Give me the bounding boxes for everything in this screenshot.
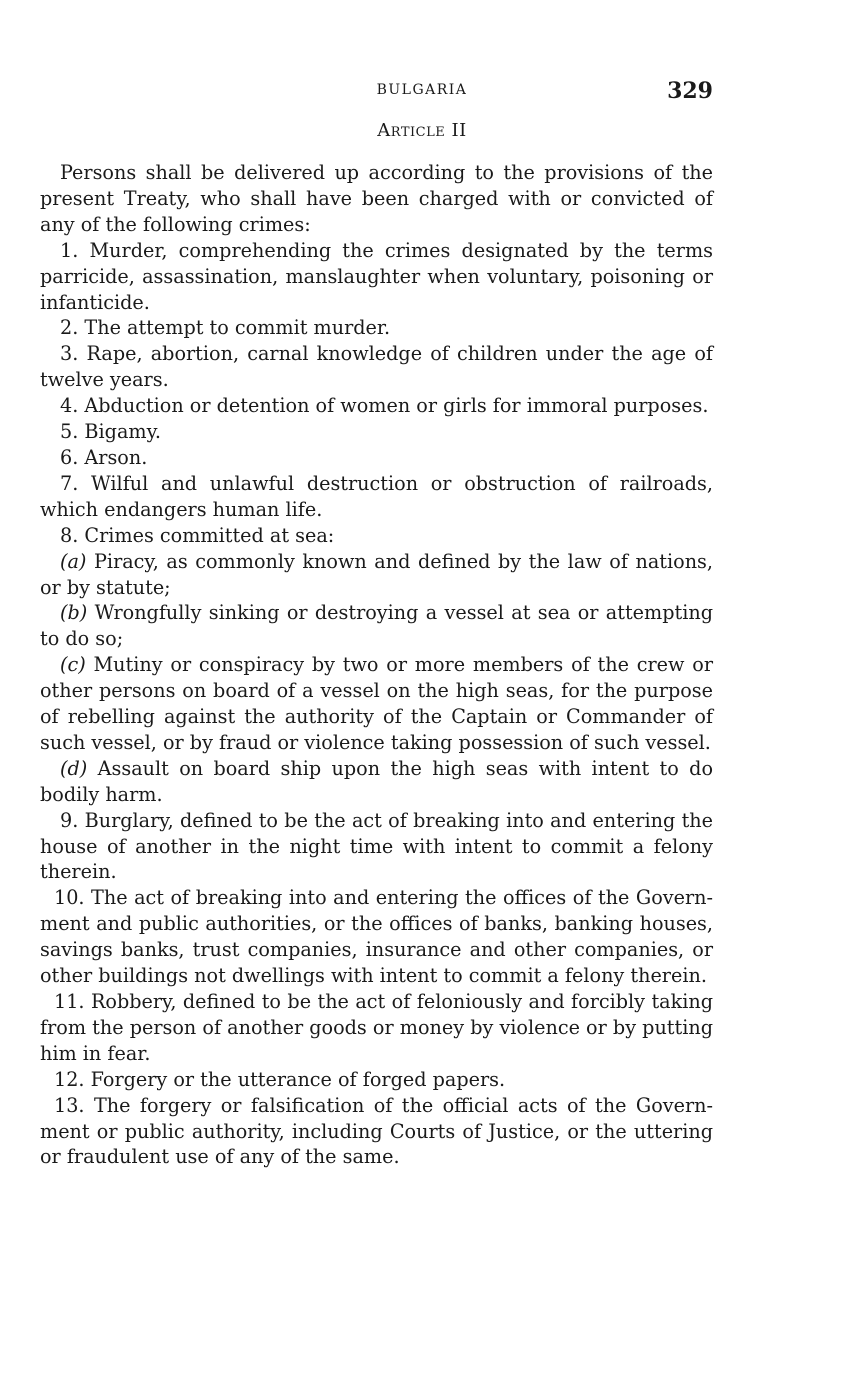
item-text: The act of breaking into and entering the offices of the Government and public authorities, or the offices of banks, banking houses, savings banks, trust companies, insurance and other companies, or other buildings not dwellings with intent to commit a felony therein. — [40, 886, 713, 988]
item-text: Bigamy. — [84, 420, 161, 444]
item-text: Forgery or the utterance of forged papers. — [90, 1067, 506, 1091]
item-number: (a) — [60, 549, 87, 573]
crime-item-10 — [40, 885, 713, 989]
item-number: 9. — [60, 808, 79, 832]
item-number: 7. — [60, 471, 79, 495]
item-text: Mutiny or conspiracy by two or more members of the crew or other persons on board of a vessel on the high seas, for the purpose of rebelling against the authority of the Captain or Commander of such vessel, or by fraud or violence taking possession of such vessel. — [40, 653, 713, 754]
item-number: 10. — [54, 886, 85, 910]
item-text: The attempt to commit murder. — [84, 316, 391, 340]
item-number: 5. — [60, 420, 79, 444]
crime-item-2 — [40, 315, 713, 341]
crime-item-5 — [40, 419, 713, 445]
item-text: Abduction or detention of women or girls for immoral purposes. — [84, 394, 709, 418]
crime-item-13 — [40, 1093, 713, 1171]
item-text: Rape, abortion, carnal knowledge of children under the age of twelve years. — [40, 342, 713, 392]
item-text: The forgery or falsification of the official acts of the Government or public authority, including Courts of Justice, or the uttering or fraudulent use of any of the same. — [40, 1093, 713, 1169]
running-head: BULGARIA — [376, 82, 468, 98]
item-number: 12. — [54, 1067, 85, 1091]
item-number: (b) — [60, 601, 88, 625]
item-text: Wrongfully sinking or destroying a vessel at sea or attempting to do so; — [40, 601, 713, 651]
crime-item-9 — [40, 808, 713, 886]
crime-item-3 — [40, 341, 713, 393]
crime-item-8b — [40, 600, 713, 652]
crime-item-12 — [40, 1067, 713, 1093]
item-text: Murder, comprehending the crimes designated by the terms parricide, assassination, manslaughter when voluntary, poisoning or infanticide. — [40, 238, 713, 314]
crime-item-8 — [40, 523, 713, 549]
item-text: Burglary, defined to be the act of breaking into and entering the house of another in the night time with intent to commit a felony therein. — [40, 808, 713, 884]
item-number: 3. — [60, 342, 79, 366]
intro-paragraph: Persons shall be delivered up according to the provisions of the present Treaty, who shall have been charged with or convicted of any of the following crimes: — [40, 161, 713, 236]
item-number: 13. — [54, 1093, 85, 1117]
item-number: 2. — [60, 316, 79, 340]
crime-item-11 — [40, 989, 713, 1067]
crime-item-7 — [40, 471, 713, 523]
item-number: (c) — [60, 653, 86, 677]
crime-item-8d — [40, 756, 713, 808]
item-number: 1. — [60, 238, 79, 262]
item-text: Assault on board ship upon the high seas with intent to do bodily harm. — [40, 756, 714, 806]
item-text: Robbery, defined to be the act of feloniously and forcibly taking from the person of another goods or money by violence or by putting him in fear. — [40, 990, 713, 1065]
item-text: Crimes committed at sea: — [84, 523, 335, 547]
crime-item-4 — [40, 393, 713, 419]
item-number: 6. — [60, 445, 79, 469]
page-number: 329 — [667, 78, 713, 104]
item-text: Arson. — [84, 445, 148, 469]
item-number: (d) — [60, 756, 88, 780]
crime-item-6 — [40, 445, 713, 471]
item-number: 8. — [60, 523, 79, 547]
item-text: Piracy, as commonly known and defined by the law of nations, or by statute; — [40, 549, 714, 599]
item-number: 4. — [60, 394, 79, 418]
crime-item-8a — [40, 549, 713, 601]
item-text: Wilful and unlawful destruction or obstruction of railroads, which endangers human life. — [40, 471, 713, 521]
item-number: 11. — [54, 990, 85, 1013]
article-title: Article II — [377, 120, 467, 141]
crime-item-1 — [40, 238, 713, 316]
crime-item-8c — [40, 652, 713, 756]
article-body — [40, 160, 713, 1170]
